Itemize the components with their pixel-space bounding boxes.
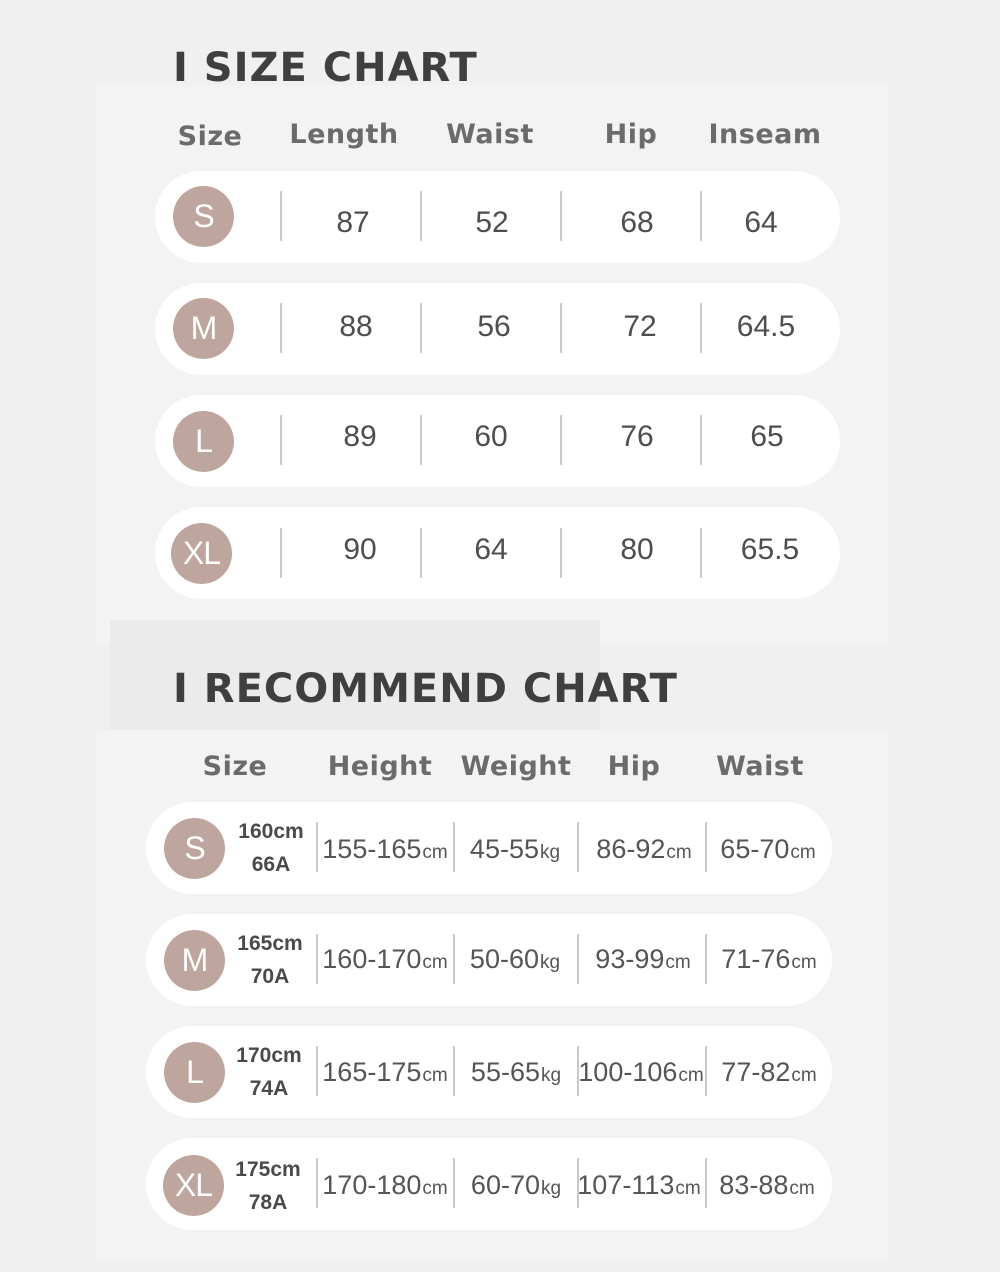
column-divider xyxy=(316,934,318,984)
size-header-hip: Hip xyxy=(604,119,658,150)
inseam-value: 64.5 xyxy=(736,310,796,343)
hip-value: 93-99cm xyxy=(595,944,691,974)
column-divider xyxy=(420,415,422,465)
hip-value: 80 xyxy=(620,533,654,566)
body-height: 160cm xyxy=(238,820,304,843)
column-divider xyxy=(420,303,422,353)
size-badge: XL xyxy=(163,1155,224,1216)
length-value: 87 xyxy=(336,206,370,239)
column-divider xyxy=(560,303,562,353)
recommend-header-height: Height xyxy=(327,751,433,782)
column-divider xyxy=(577,822,579,872)
length-value: 88 xyxy=(339,310,373,343)
recommend-header-hip: Hip xyxy=(607,751,661,782)
weight-value: 55-65kg xyxy=(470,1057,562,1087)
body-height: 175cm xyxy=(235,1158,301,1181)
column-divider xyxy=(560,528,562,578)
body-code: 66A xyxy=(251,853,291,876)
column-divider xyxy=(420,191,422,241)
column-divider xyxy=(560,415,562,465)
height-value: 155-165cm xyxy=(322,834,448,864)
size-header-length: Length xyxy=(289,119,399,150)
hip-value: 72 xyxy=(623,310,657,343)
size-chart-title: I SIZE CHART xyxy=(173,45,478,91)
inseam-value: 64 xyxy=(744,206,778,239)
column-divider xyxy=(453,822,455,872)
size-badge: S xyxy=(173,186,234,247)
size-badge: XL xyxy=(171,523,232,584)
size-header-inseam: Inseam xyxy=(708,119,822,150)
length-value: 89 xyxy=(343,420,377,453)
column-divider xyxy=(280,303,282,353)
column-divider xyxy=(560,191,562,241)
body-size-label xyxy=(238,815,303,881)
column-divider xyxy=(280,528,282,578)
hip-value: 86-92cm xyxy=(596,834,692,864)
waist-value: 65-70cm xyxy=(720,834,816,864)
size-badge: L xyxy=(173,411,234,472)
column-divider xyxy=(705,1158,707,1208)
column-divider xyxy=(705,822,707,872)
column-divider xyxy=(453,1158,455,1208)
body-size-label xyxy=(235,1153,300,1219)
height-value: 160-170cm xyxy=(322,944,448,974)
size-badge: M xyxy=(173,298,234,359)
waist-value: 56 xyxy=(477,310,511,343)
column-divider xyxy=(700,303,702,353)
size-header-size: Size xyxy=(177,121,243,152)
recommend-header-waist: Waist xyxy=(716,751,804,782)
column-divider xyxy=(577,934,579,984)
column-divider xyxy=(700,415,702,465)
column-divider xyxy=(700,528,702,578)
size-badge: L xyxy=(164,1042,225,1103)
waist-value: 60 xyxy=(474,420,508,453)
column-divider xyxy=(316,1158,318,1208)
body-code: 78A xyxy=(248,1191,288,1214)
body-size-label xyxy=(237,927,302,993)
height-value: 165-175cm xyxy=(322,1057,448,1087)
waist-value: 83-88cm xyxy=(719,1170,815,1200)
column-divider xyxy=(705,934,707,984)
recommend-header-size: Size xyxy=(202,751,268,782)
size-header-waist: Waist xyxy=(446,119,534,150)
recommend-chart-title: I RECOMMEND CHART xyxy=(173,666,678,712)
weight-value: 60-70kg xyxy=(470,1170,562,1200)
column-divider xyxy=(700,191,702,241)
body-height: 165cm xyxy=(237,932,303,955)
body-code: 74A xyxy=(249,1077,289,1100)
hip-value: 107-113cm xyxy=(577,1170,701,1200)
body-size-label xyxy=(236,1039,301,1105)
height-value: 170-180cm xyxy=(322,1170,448,1200)
waist-value: 64 xyxy=(474,533,508,566)
hip-value: 76 xyxy=(620,420,654,453)
column-divider xyxy=(316,1046,318,1096)
body-code: 70A xyxy=(250,965,290,988)
column-divider xyxy=(280,415,282,465)
size-badge: S xyxy=(164,818,225,879)
hip-value: 68 xyxy=(620,206,654,239)
waist-value: 77-82cm xyxy=(721,1057,817,1087)
column-divider xyxy=(705,1046,707,1096)
body-height: 170cm xyxy=(236,1044,302,1067)
column-divider xyxy=(453,1046,455,1096)
inseam-value: 65.5 xyxy=(740,533,800,566)
length-value: 90 xyxy=(343,533,377,566)
column-divider xyxy=(316,822,318,872)
size-badge: M xyxy=(164,930,225,991)
waist-value: 52 xyxy=(475,206,509,239)
weight-value: 45-55kg xyxy=(469,834,561,864)
column-divider xyxy=(280,191,282,241)
weight-value: 50-60kg xyxy=(469,944,561,974)
hip-value: 100-106cm xyxy=(578,1057,704,1087)
column-divider xyxy=(453,934,455,984)
column-divider xyxy=(420,528,422,578)
recommend-header-weight: Weight xyxy=(460,751,572,782)
inseam-value: 65 xyxy=(750,420,784,453)
waist-value: 71-76cm xyxy=(721,944,817,974)
